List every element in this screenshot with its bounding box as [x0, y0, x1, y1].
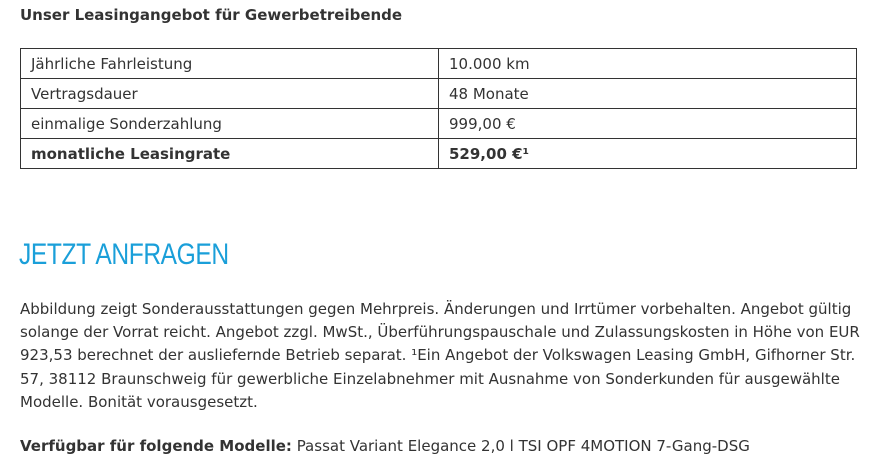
table-row-annual-mileage [21, 49, 857, 79]
table-row-monthly-rate [21, 139, 857, 169]
contract-duration-label: Vertragsdauer [21, 79, 439, 109]
down-payment-value: 999,00 € [439, 109, 857, 139]
offer-heading: Unser Leasingangebot für Gewerbetreibende [20, 6, 403, 24]
contract-duration-value: 48 Monate [439, 79, 857, 109]
available-models-value: Passat Variant Elegance 2,0 l TSI OPF 4MOTION 7-Gang-DSG [296, 437, 750, 455]
annual-mileage-value: 10.000 km [439, 49, 857, 79]
disclaimer-text: Abbildung zeigt Sonderausstattungen gegen Mehrpreis. Änderungen und Irrtümer vorbehalten. Angebot gültig solange der Vorrat reicht. Angebot zzgl. MwSt., Überführungspauschale und Zulassungskosten in Höhe von EUR 923,53 berechnet der ausliefernde Betrieb separat. ¹Ein Angebot der Volkswagen Leasing GmbH, Gifhorner Str. 57, 38112 Braunschweig für gewerbliche Einzelabnehmer mit Ausnahme von Sonderkunden für ausgewählte Modelle. Bonität vorausgesetzt. [20, 300, 860, 411]
monthly-rate-label: monatliche Leasingrate [21, 139, 439, 169]
table-row-contract-duration [21, 79, 857, 109]
inquire-now-link[interactable]: JETZT ANFRAGEN [19, 238, 229, 271]
leasing-table [20, 48, 857, 169]
annual-mileage-label: Jährliche Fahrleistung [21, 49, 439, 79]
available-models [20, 437, 750, 455]
monthly-rate-value: 529,00 €¹ [439, 139, 857, 169]
available-models-label: Verfügbar für folgende Modelle: [20, 437, 292, 455]
table-row-down-payment [21, 109, 857, 139]
down-payment-label: einmalige Sonderzahlung [21, 109, 439, 139]
